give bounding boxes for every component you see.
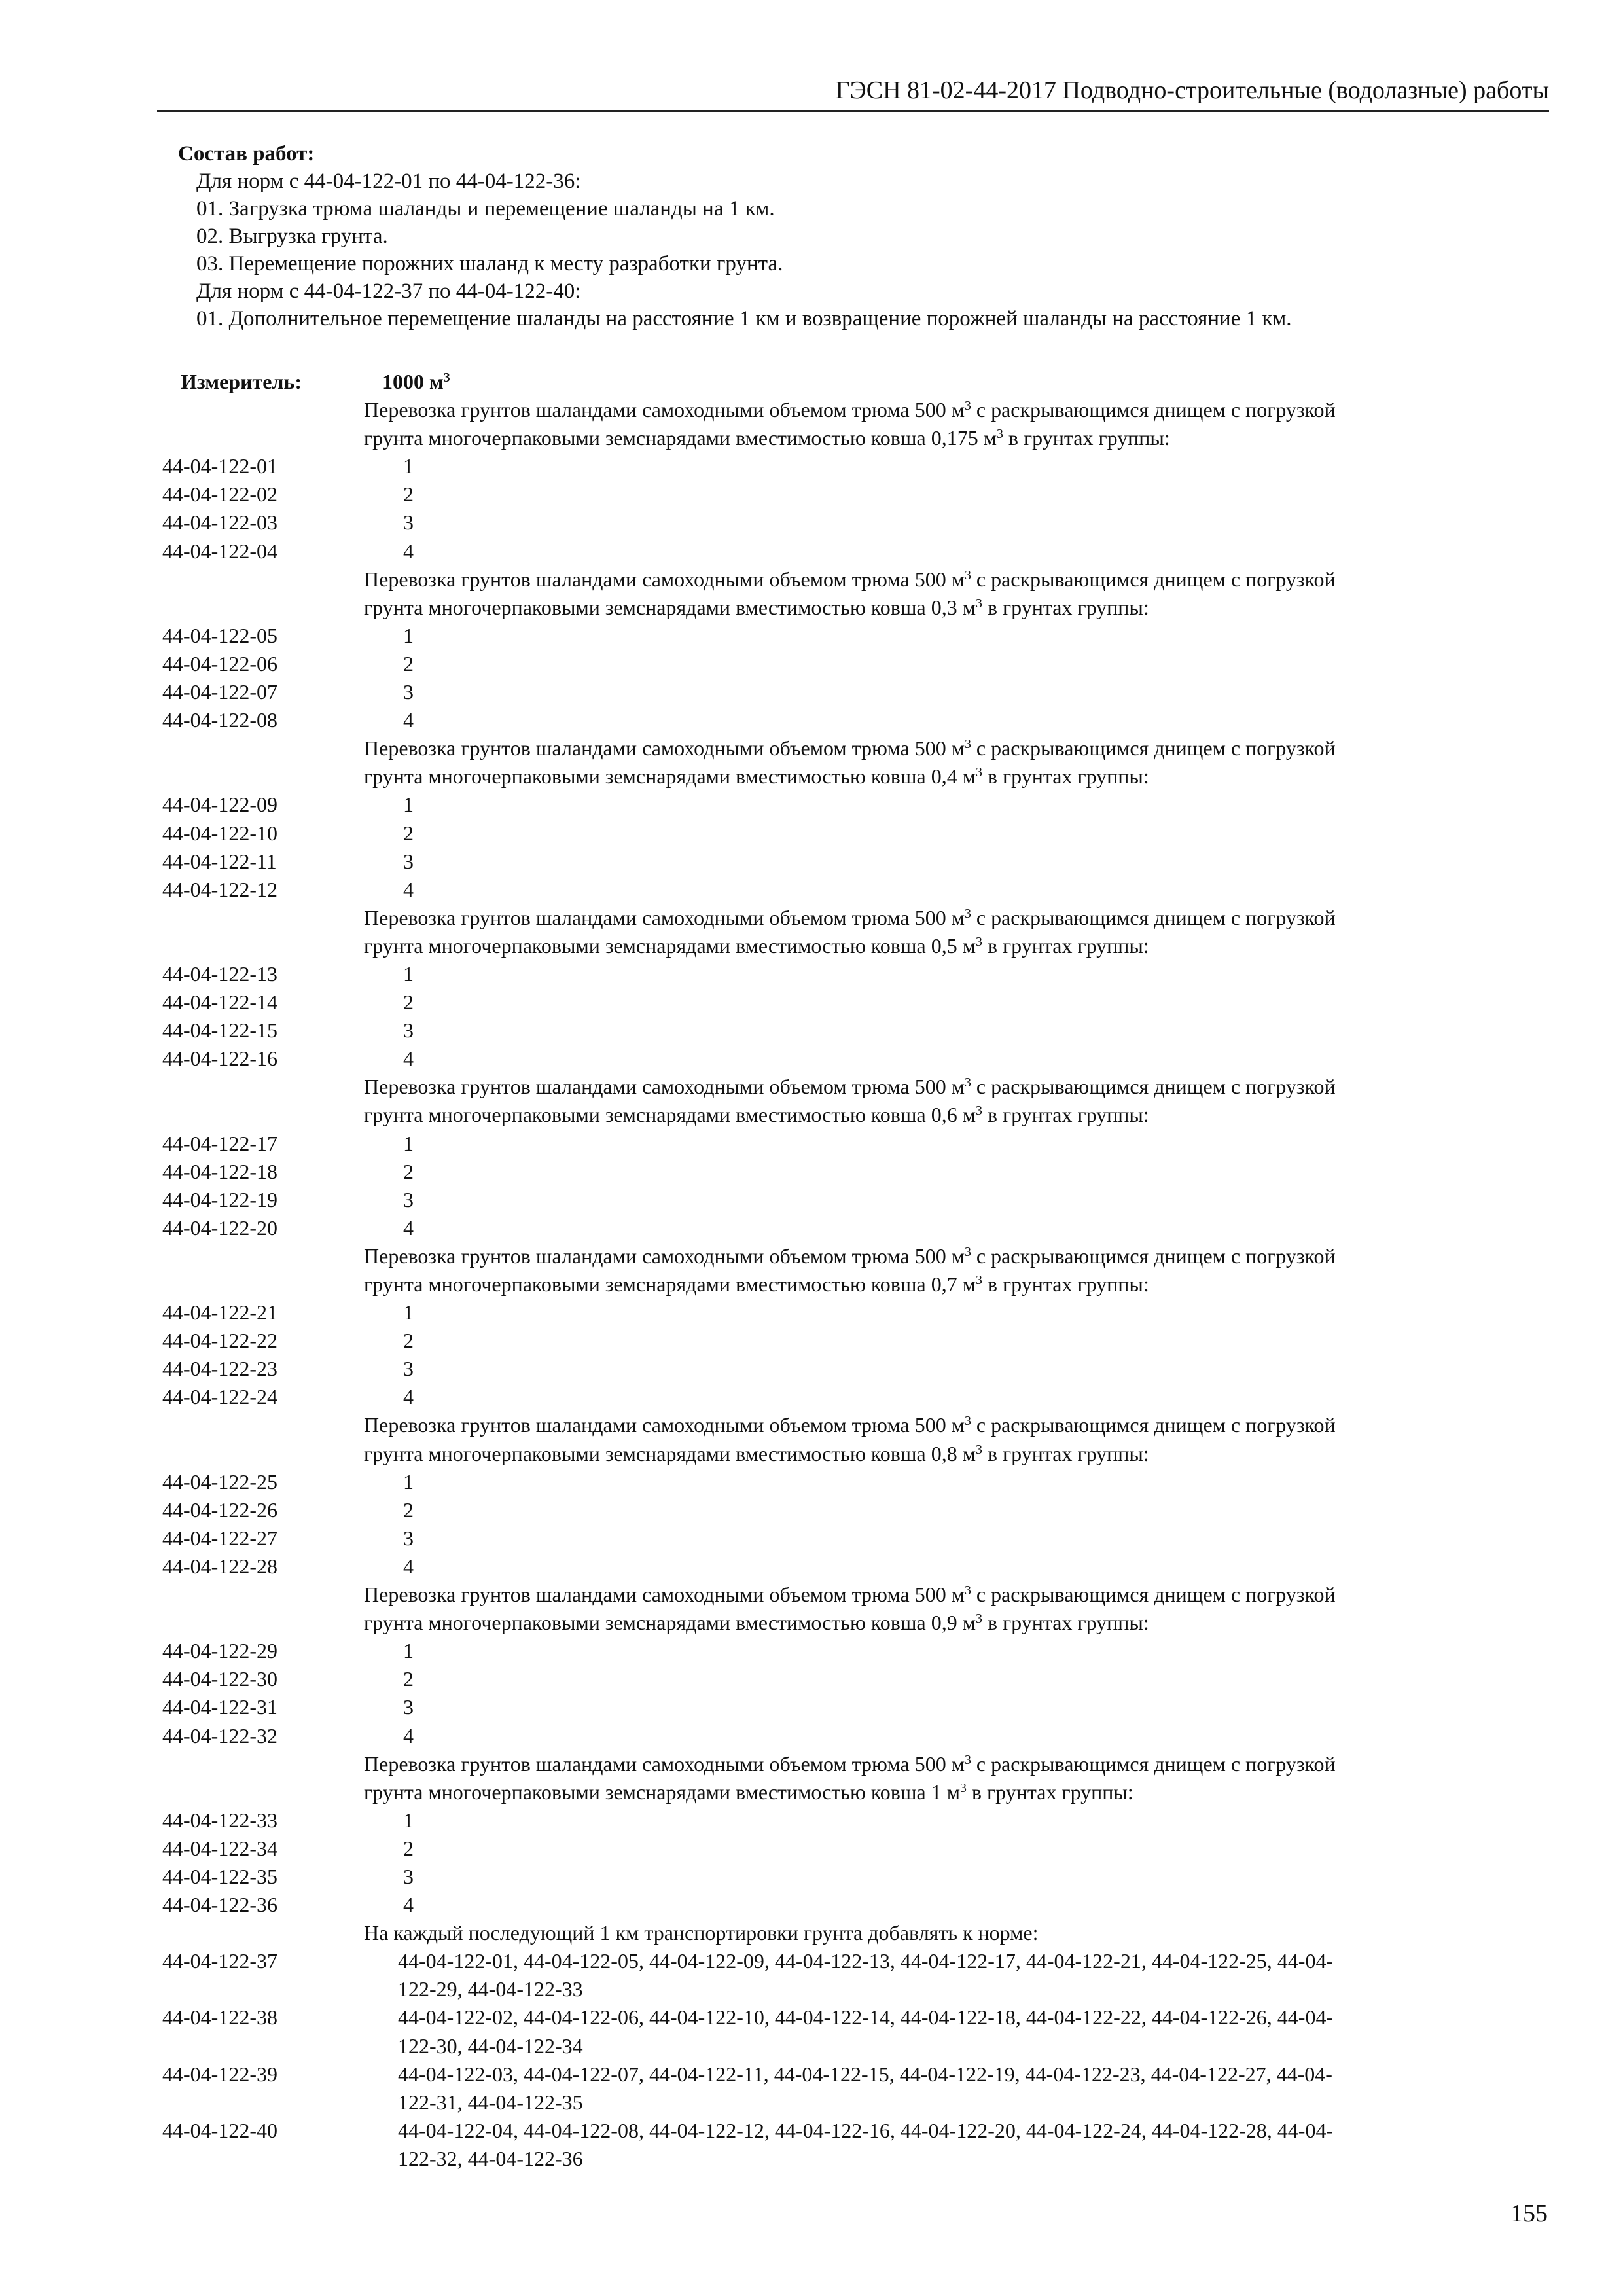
section-title-line [364,1073,1550,1101]
norm-row [162,1891,1550,1919]
section-title-line [364,932,1550,960]
code-spacer [162,2032,364,2060]
norm-code: 44-04-122-36 [162,1893,277,1917]
norm-code: 44-04-122-20 [162,1215,277,1240]
soil-group-number: 4 [403,708,414,732]
soil-group-number: 1 [403,1131,414,1155]
norm-code: 44-04-122-10 [162,821,277,845]
section-title-line [364,396,1550,424]
section-title-text: с раскрывающимся днищем с погрузкой [971,567,1336,591]
norm-code: 44-04-122-04 [162,539,277,563]
soil-group-number: 1 [403,1808,414,1832]
norm-code: 44-04-122-39 [162,2062,277,2086]
section-title-text: с раскрывающимся днищем с погрузкой [971,398,1336,422]
section-title-line [364,1270,1550,1299]
composition-heading: Состав работ: [178,142,315,166]
soil-group-number: 3 [403,1864,414,1888]
norm-code: 44-04-122-30 [162,1667,277,1691]
soil-group-number: 4 [403,1047,414,1071]
norm-row [162,650,1550,678]
norm-code: 44-04-122-03 [162,511,277,535]
cubic-power: 3 [976,1273,982,1288]
cubic-power: 3 [964,399,971,414]
code-spacer [162,1778,364,1806]
norm-code: 44-04-122-35 [162,1864,277,1888]
section-title-text: грунта многочерпаковыми земснарядами вместимостью ковша 0,3 м [364,595,976,619]
soil-group-number: 1 [403,1469,414,1494]
section-title-row [162,1242,1550,1270]
norm-row [162,1693,1550,1721]
norm-code: 44-04-122-14 [162,990,277,1014]
code-spacer [162,594,364,622]
section-title-line [364,1440,1550,1468]
soil-group-number: 3 [403,849,414,873]
additional-norm-row-continued [162,2145,1550,2173]
code-spacer [162,1101,364,1129]
section-title-row [162,565,1550,594]
section-title-row [162,594,1550,622]
norm-code: 44-04-122-33 [162,1808,277,1832]
norm-code: 44-04-122-19 [162,1187,277,1211]
cubic-power: 3 [976,934,982,949]
section-title-text: Перевозка грунтов шаландами самоходными объемом трюма 500 м [364,905,965,929]
norm-row [162,960,1550,988]
measure-value-text: 1000 м [382,370,444,393]
section-title-text: Перевозка грунтов шаландами самоходными объемом трюма 500 м [364,567,965,591]
norm-row [162,1327,1550,1355]
referenced-codes-line: 122-30, 44-04-122-34 [398,2034,583,2058]
section-title-text: с раскрывающимся днищем с погрузкой [971,1751,1336,1776]
soil-group-number: 3 [403,680,414,704]
section-title-text: с раскрывающимся днищем с погрузкой [971,1244,1336,1268]
norm-section [162,565,1550,735]
section-title-text: в грунтах группы: [966,1780,1133,1804]
section-title-row [162,1411,1550,1439]
section-title-row [162,762,1550,791]
section-title-text: грунта многочерпаковыми земснарядами вместимостью ковша 0,9 м [364,1611,976,1635]
section-title-text: в грунтах группы: [982,764,1149,789]
section-title-line [364,1242,1550,1270]
norm-code: 44-04-122-06 [162,651,277,675]
composition-line: 01. Дополнительное перемещение шаланды на расстояние 1 км и возвращение порожней шаланды на расстояние 1 км. [196,307,1292,331]
code-spacer [162,565,364,594]
soil-group-number: 1 [403,1300,414,1325]
norm-section [162,1411,1550,1581]
soil-group-number: 1 [403,961,414,986]
cubic-power: 3 [997,427,1003,442]
code-spacer [162,762,364,791]
cubic-power: 3 [976,765,982,780]
soil-group-number: 4 [403,1385,414,1409]
section-title-text: с раскрывающимся днищем с погрузкой [971,736,1336,761]
section-title-text: грунта многочерпаковыми земснарядами вместимостью ковша 0,4 м [364,764,976,789]
cubic-power: 3 [964,1752,971,1767]
additional-intro: На каждый последующий 1 км транспортировки грунта добавлять к норме: [364,1921,1039,1945]
section-title-text: Перевозка грунтов шаландами самоходными объемом трюма 500 м [364,1583,965,1607]
section-title-text: с раскрывающимся днищем с погрузкой [971,1413,1336,1437]
code-spacer [162,1750,364,1778]
section-title-text: в грунтах группы: [982,1611,1149,1635]
additional-norm-row [162,2117,1550,2145]
section-title-text: в грунтах группы: [982,933,1149,958]
section-title-text: грунта многочерпаковыми земснарядами вместимостью ковша 0,8 м [364,1441,976,1465]
composition-line: Для норм с 44-04-122-37 по 44-04-122-40: [196,279,581,303]
soil-group-number: 2 [403,990,414,1014]
measure-value [382,368,1550,396]
norm-section [162,1073,1550,1242]
norm-row [162,1299,1550,1327]
norm-code: 44-04-122-25 [162,1469,277,1494]
code-spacer [162,1581,364,1609]
section-title-row [162,904,1550,932]
norm-row [162,1130,1550,1158]
norm-row [162,1214,1550,1242]
section-title-text: с раскрывающимся днищем с погрузкой [971,1075,1336,1099]
soil-group-number: 4 [403,1554,414,1578]
section-title-line [364,1411,1550,1439]
norms-table [162,368,1550,2173]
soil-group-number: 2 [403,821,414,845]
section-title-text: с раскрывающимся днищем с погрузкой [971,1583,1336,1607]
code-spacer [162,1073,364,1101]
norm-code: 44-04-122-32 [162,1723,277,1748]
section-title-row [162,1581,1550,1609]
cubic-power: 3 [976,1611,982,1626]
norm-row [162,1016,1550,1045]
composition-line: 03. Перемещение порожних шаланд к месту разработки грунта. [196,252,783,276]
additional-norm-row-continued [162,2089,1550,2117]
norm-row [162,1355,1550,1383]
section-title-text: грунта многочерпаковыми земснарядами вместимостью ковша 1 м [364,1780,960,1804]
norm-row [162,988,1550,1016]
norm-code: 44-04-122-28 [162,1554,277,1578]
referenced-codes-line: 122-32, 44-04-122-36 [398,2146,583,2170]
soil-group-number: 3 [403,1018,414,1043]
norm-code: 44-04-122-31 [162,1695,277,1719]
soil-group-number: 1 [403,623,414,647]
soil-group-number: 2 [403,1836,414,1860]
additional-norm-row [162,1947,1550,1975]
norm-code: 44-04-122-12 [162,877,277,901]
norm-code: 44-04-122-02 [162,482,277,507]
section-title-text: Перевозка грунтов шаландами самоходными объемом трюма 500 м [364,1413,965,1437]
referenced-codes-line: 44-04-122-01, 44-04-122-05, 44-04-122-09, 44-04-122-13, 44-04-122-17, 44-04-122-21, 44-04-122-25, 44-04- [398,1949,1334,1973]
section-title-row [162,1750,1550,1778]
section-title-text: в грунтах группы: [982,1272,1149,1296]
norm-row [162,1722,1550,1750]
referenced-codes-line: 122-29, 44-04-122-33 [398,1977,583,2001]
code-spacer [162,1440,364,1468]
section-title-text: в грунтах группы: [1003,426,1170,450]
soil-group-number: 4 [403,877,414,901]
section-title-text: в грунтах группы: [982,595,1149,619]
soil-group-number: 1 [403,793,414,817]
norm-row [162,1552,1550,1581]
cubic-power: 3 [964,1075,971,1090]
soil-group-number: 3 [403,1187,414,1211]
section-title-row [162,1440,1550,1468]
referenced-codes-line: 44-04-122-02, 44-04-122-06, 44-04-122-10, 44-04-122-14, 44-04-122-18, 44-04-122-22, 44-04-122-26, 44-04- [398,2005,1334,2030]
cubic-power: 3 [960,1780,967,1795]
cubic-power: 3 [976,1442,982,1457]
section-title-row [162,932,1550,960]
norm-code: 44-04-122-11 [162,849,277,873]
page-header [157,71,1549,112]
page-number: 155 [1510,2200,1548,2227]
code-spacer [162,424,364,452]
norm-code: 44-04-122-13 [162,961,277,986]
soil-group-number: 3 [403,1695,414,1719]
code-spacer [162,932,364,960]
additional-intro-row [162,1919,1550,1947]
norm-row [162,1045,1550,1073]
norm-row [162,848,1550,876]
cubic-power: 3 [964,1245,971,1259]
section-title-line [364,734,1550,762]
section-title-line [364,594,1550,622]
norm-code: 44-04-122-18 [162,1159,277,1183]
section-title-line [364,1581,1550,1609]
work-composition [178,140,1539,332]
norm-row [162,1383,1550,1411]
norm-code: 44-04-122-15 [162,1018,277,1043]
code-spacer [162,1411,364,1439]
norm-row [162,706,1550,734]
soil-group-number: 1 [403,454,414,478]
code-spacer [162,1975,364,2003]
composition-line: 01. Загрузка трюма шаланды и перемещение шаланды на 1 км. [196,197,775,221]
composition-line: Для норм с 44-04-122-01 по 44-04-122-36: [196,170,581,193]
norm-code: 44-04-122-05 [162,623,277,647]
code-spacer [162,1270,364,1299]
norm-section [162,1750,1550,1920]
cubic-power: 3 [964,1583,971,1598]
section-title-row [162,1101,1550,1129]
section-title-text: грунта многочерпаковыми земснарядами вместимостью ковша 0,175 м [364,426,997,450]
code-spacer [162,1609,364,1637]
sections-list [162,396,1550,1919]
norm-row [162,819,1550,848]
section-title-text: Перевозка грунтов шаландами самоходными объемом трюма 500 м [364,398,965,422]
norm-code: 44-04-122-07 [162,680,277,704]
norm-row [162,537,1550,565]
cubic-power: 3 [964,737,971,752]
norm-code: 44-04-122-01 [162,454,277,478]
section-title-text: Перевозка грунтов шаландами самоходными объемом трюма 500 м [364,1244,965,1268]
norm-code: 44-04-122-38 [162,2005,277,2030]
norm-code: 44-04-122-08 [162,708,277,732]
code-spacer [162,396,364,424]
norm-code: 44-04-122-16 [162,1047,277,1071]
norm-row [162,480,1550,509]
norm-row [162,452,1550,480]
norm-code: 44-04-122-26 [162,1498,277,1522]
norm-section [162,904,1550,1073]
referenced-codes-line: 44-04-122-04, 44-04-122-08, 44-04-122-12, 44-04-122-16, 44-04-122-20, 44-04-122-24, 44-04-122-28, 44-04- [398,2118,1334,2142]
code-spacer [162,1242,364,1270]
norm-code: 44-04-122-22 [162,1329,277,1353]
soil-group-number: 2 [403,1667,414,1691]
norm-code: 44-04-122-40 [162,2118,277,2142]
section-title-text: в грунтах группы: [982,1441,1149,1465]
norm-code: 44-04-122-27 [162,1526,277,1550]
norm-row [162,1186,1550,1214]
norm-row [162,1468,1550,1496]
section-title-row [162,1270,1550,1299]
norm-row [162,1806,1550,1835]
additional-list [162,1947,1550,2173]
norm-row [162,1637,1550,1665]
norm-code: 44-04-122-24 [162,1385,277,1409]
norm-row [162,876,1550,904]
code-spacer [162,2145,364,2173]
document-title: ГЭСН 81-02-44-2017 Подводно-строительные (водолазные) работы [835,77,1549,104]
soil-group-number: 1 [403,1639,414,1663]
section-title-row [162,424,1550,452]
additional-norm-row-continued [162,2032,1550,2060]
section-title-line [364,904,1550,932]
section-title-row [162,1609,1550,1637]
section-title-row [162,1778,1550,1806]
section-title-text: Перевозка грунтов шаландами самоходными объемом трюма 500 м [364,1075,965,1099]
code-spacer [162,904,364,932]
norm-section [162,1581,1550,1750]
norm-code: 44-04-122-17 [162,1131,277,1155]
section-title-text: Перевозка грунтов шаландами самоходными объемом трюма 500 м [364,1751,965,1776]
code-spacer [162,734,364,762]
measure-unit-power: 3 [443,370,450,386]
cubic-power: 3 [976,596,982,611]
norm-row [162,1835,1550,1863]
measure-label: Измеритель: [181,370,302,393]
section-title-text: грунта многочерпаковыми земснарядами вместимостью ковша 0,7 м [364,1272,976,1296]
section-title-row [162,734,1550,762]
norm-code: 44-04-122-23 [162,1357,277,1381]
soil-group-number: 2 [403,651,414,675]
section-title-line [364,424,1550,452]
section-title-line [364,1750,1550,1778]
soil-group-number: 2 [403,1498,414,1522]
section-title-text: в грунтах группы: [982,1103,1149,1127]
section-title-row [162,396,1550,424]
section-title-line [364,565,1550,594]
section-title-line [364,762,1550,791]
additional-norm-row [162,2003,1550,2032]
norm-row [162,678,1550,706]
norm-code: 44-04-122-37 [162,1949,277,1973]
norm-row [162,1158,1550,1186]
cubic-power: 3 [976,1103,982,1119]
norm-row [162,1496,1550,1524]
norm-row [162,1524,1550,1552]
additional-norm-row [162,2060,1550,2089]
section-title-line [364,1778,1550,1806]
norm-code: 44-04-122-34 [162,1836,277,1860]
referenced-codes-line: 122-31, 44-04-122-35 [398,2090,583,2114]
norm-code: 44-04-122-29 [162,1639,277,1663]
norm-row [162,1863,1550,1891]
soil-group-number: 4 [403,1215,414,1240]
norm-section [162,734,1550,904]
cubic-power: 3 [964,1414,971,1429]
soil-group-number: 2 [403,482,414,507]
soil-group-number: 4 [403,1723,414,1748]
soil-group-number: 4 [403,539,414,563]
measure-row [162,368,1550,396]
section-title-text: с раскрывающимся днищем с погрузкой [971,905,1336,929]
norm-code: 44-04-122-21 [162,1300,277,1325]
soil-group-number: 3 [403,1526,414,1550]
section-title-line [364,1101,1550,1129]
section-title-text: грунта многочерпаковыми земснарядами вместимостью ковша 0,5 м [364,933,976,958]
section-title-row [162,1073,1550,1101]
norm-section [162,396,1550,565]
cubic-power: 3 [964,567,971,583]
norm-row [162,1665,1550,1693]
norm-code: 44-04-122-09 [162,793,277,817]
soil-group-number: 3 [403,511,414,535]
norm-section [162,1242,1550,1412]
referenced-codes-line: 44-04-122-03, 44-04-122-07, 44-04-122-11, 44-04-122-15, 44-04-122-19, 44-04-122-23, 44-04-122-27, 44-04- [398,2062,1332,2086]
norm-row [162,622,1550,650]
cubic-power: 3 [964,906,971,921]
soil-group-number: 2 [403,1159,414,1183]
soil-group-number: 3 [403,1357,414,1381]
soil-group-number: 2 [403,1329,414,1353]
soil-group-number: 4 [403,1893,414,1917]
section-title-text: Перевозка грунтов шаландами самоходными объемом трюма 500 м [364,736,965,761]
section-title-text: грунта многочерпаковыми земснарядами вместимостью ковша 0,6 м [364,1103,976,1127]
additional-norm-row-continued [162,1975,1550,2003]
section-title-line [364,1609,1550,1637]
code-spacer [162,2089,364,2117]
norm-row [162,791,1550,819]
composition-line: 02. Выгрузка грунта. [196,224,388,248]
norm-row [162,509,1550,537]
